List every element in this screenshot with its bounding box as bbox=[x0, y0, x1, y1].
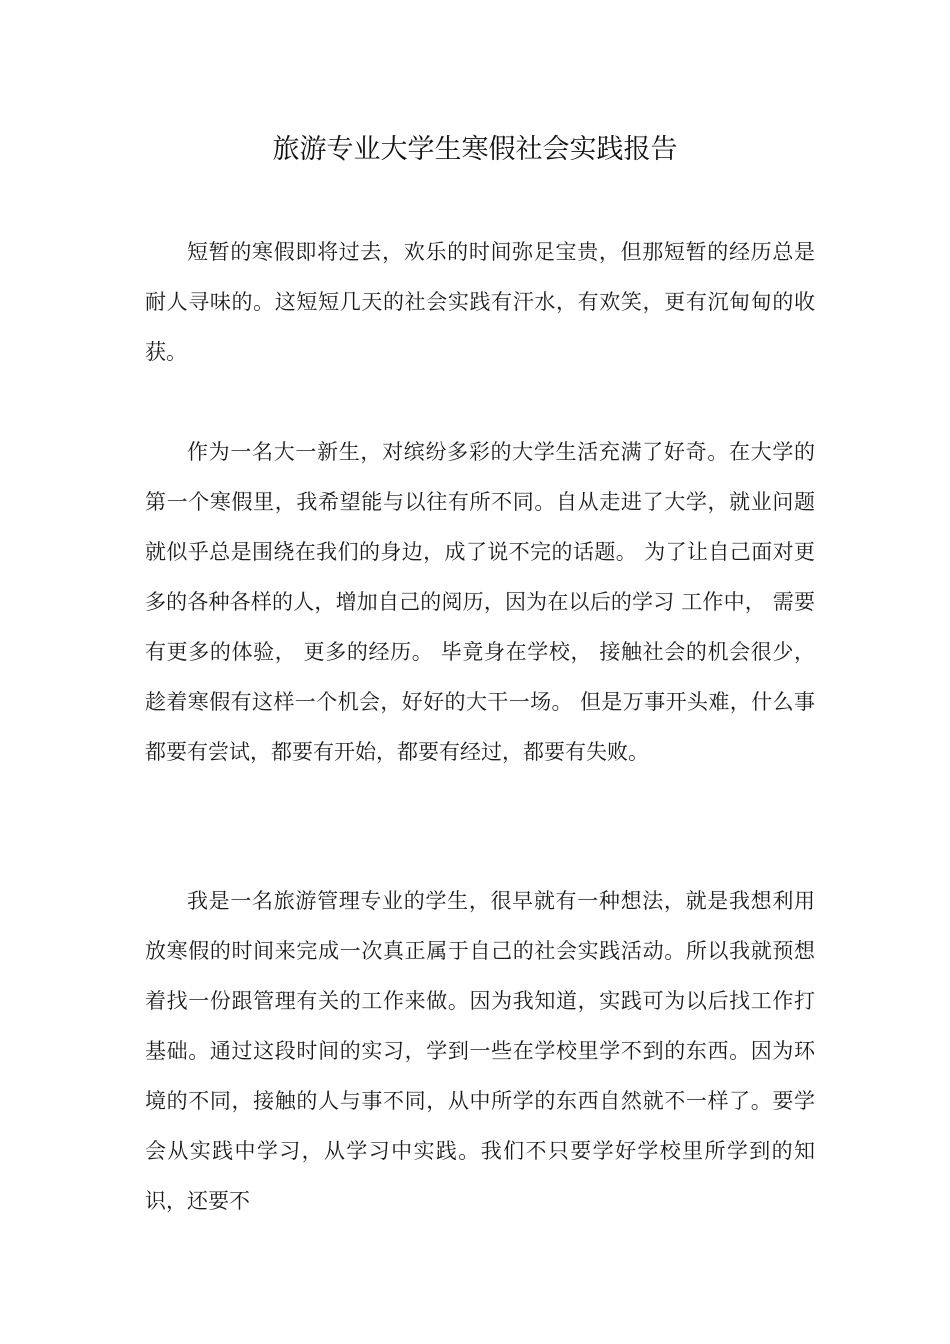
paragraph-1: 短暂的寒假即将过去，欢乐的时间弥足宝贵，但那短暂的经历总是耐人寻味的。这短短几天的社会实践有汗水，有欢笑，更有沉甸甸的收获。 bbox=[145, 240, 815, 364]
paragraph-2: 作为一名大一新生，对缤纷多彩的大学生活充满了好奇。在大学的第一个寒假里，我希望能与以往有所不同。自从走进了大学，就业问题就似乎总是围绕在我们的身边，成了说不完的话题。 为了让自己面对更多的各种各样的人，增加自己的阅历，因为在以后的学习 工作中， 需要有更多的体验， 更多的经历。 毕竟身在学校， 接触社会的机会很少， 趁着寒假有这样一个机会，好好的大干一场。 但是万事开头难，什么事都要有尝试，都要有开始，都要有经过，都要有失败。 bbox=[145, 440, 815, 764]
paragraph-2-block bbox=[145, 427, 815, 777]
document-title: 旅游专业大学生寒假社会实践报告 bbox=[272, 134, 678, 165]
paragraph-3-block bbox=[145, 876, 815, 1226]
paragraph-3: 我是一名旅游管理专业的学生，很早就有一种想法，就是我想利用放寒假的时间来完成一次真正属于自己的社会实践活动。所以我就预想着找一份跟管理有关的工作来做。因为我知道，实践可为以后找工作打基础。通过这段时间的实习，学到一些在学校里学不到的东西。因为环境的不同，接触的人与事不同，从中所学的东西自然就不一样了。要学会从实践中学习，从学习中实践。我们不只要学好学校里所学到的知识，还要不 bbox=[145, 889, 815, 1213]
paragraph-1-block bbox=[145, 227, 815, 377]
